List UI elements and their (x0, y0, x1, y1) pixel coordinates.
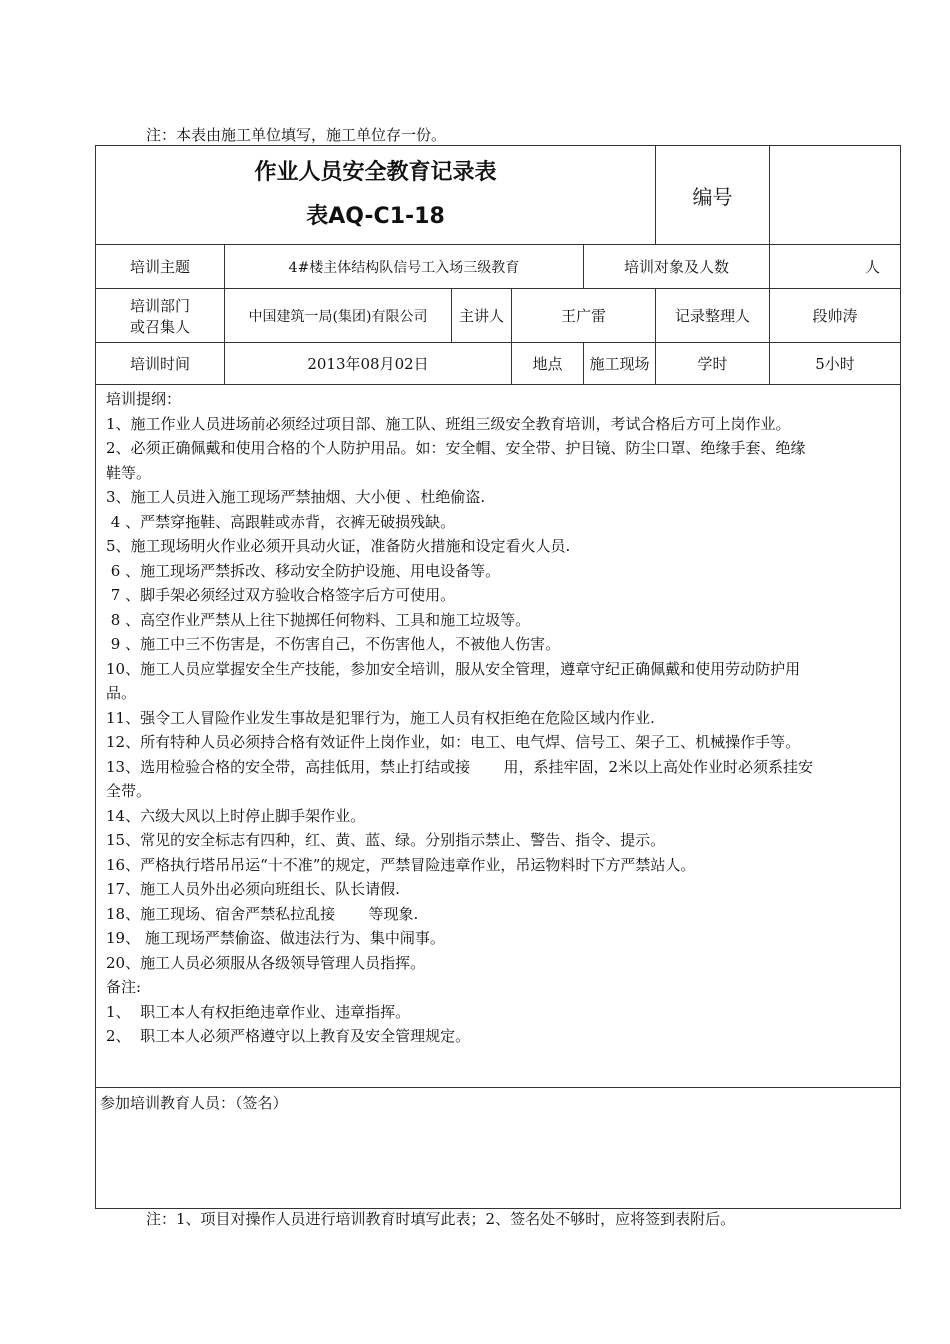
outline-line: 4 、严禁穿拖鞋、高跟鞋或赤背，衣裤无破损残缺。 (106, 512, 456, 531)
outline-line: 2、必须正确佩戴和使用合格的个人防护用品。如：安全帽、安全带、护目镜、防尘口罩、绝缘手套、绝缘 (106, 439, 806, 457)
outline-line: 8 、高空作业严禁从上往下抛掷任何物料、工具和施工垃圾等。 (106, 610, 531, 629)
outline-line: 17、施工人员外出必须向班组长、队长请假. (106, 880, 400, 898)
time-label: 培训时间 (96, 343, 225, 385)
outline-line: 13、选用检验合格的安全带，高挂低用，禁止打结或接 用，系挂牢固，2米以上高处作业时必须系挂安 (106, 757, 814, 776)
outline-line: 10、施工人员应掌握安全生产技能，参加安全培训，服从安全管理，遵章守纪正确佩戴和使用劳动防护用 (106, 659, 801, 678)
dept-label-line1: 培训部门 (129, 296, 190, 315)
outline-line: 品。 (106, 684, 137, 702)
lecturer-value[interactable]: 王广雷 (512, 289, 656, 343)
dept-label (96, 289, 225, 343)
top-note: 注：本表由施工单位填写，施工单位存一份。 (146, 126, 447, 144)
topic-label: 培训主题 (96, 245, 225, 289)
dept-label-line2: 或召集人 (129, 317, 190, 336)
remark-line: 2、 职工本人必须严格遵守以上教育及安全管理规定。 (106, 1027, 471, 1045)
signature-label: 参加培训教育人员：（签名） (100, 1094, 288, 1112)
hours-value[interactable]: 5小时 (770, 343, 901, 385)
form-title: 作业人员安全教育记录表 (254, 160, 497, 185)
recorder-value[interactable]: 段帅涛 (770, 289, 901, 343)
outline-line: 16、严格执行塔吊吊运“十不准”的规定，严禁冒险违章作业，吊运物料时下方严禁站人。 (106, 855, 696, 874)
outline-line: 20、施工人员必须服从各级领导管理人员指挥。 (106, 953, 426, 972)
number-label: 编号 (656, 146, 770, 245)
outline-line: 3、施工人员进入施工现场严禁抽烟、大小便 、杜绝偷盗. (106, 488, 486, 506)
outline-line: 培训提纲： (106, 390, 182, 408)
target-label: 培训对象及人数 (584, 245, 770, 289)
outline-line: 11、强令工人冒险作业发生事故是犯罪行为，施工人员有权拒绝在危险区域内作业. (106, 708, 655, 727)
recorder-label: 记录整理人 (656, 289, 770, 343)
hours-label: 学时 (656, 343, 770, 385)
outline-line: 鞋等。 (106, 463, 152, 482)
outline-line: 15、常见的安全标志有四种，红、黄、蓝、绿。分别指示禁止、警告、指令、提示。 (106, 831, 666, 849)
outline-line: 5、施工现场明火作业必须开具动火证，准备防火措施和设定看火人员. (106, 537, 571, 555)
bottom-note: 注：1、项目对操作人员进行培训教育时填写此表；2、签名处不够时，应将签到表附后。 (146, 1210, 736, 1228)
dept-value[interactable]: 中国建筑一局(集团)有限公司 (225, 289, 452, 343)
training-outline (96, 385, 901, 1088)
place-label: 地点 (512, 343, 584, 385)
remark-line: 1、 职工本人有权拒绝违章作业、违章指挥。 (106, 1002, 411, 1021)
outline-line: 18、施工现场、宿舍严禁私拉乱接 等现象. (106, 904, 419, 923)
form-code: 表AQ-C1-18 (306, 204, 445, 229)
education-record-table (95, 145, 901, 1209)
signature-area[interactable] (96, 1088, 901, 1209)
outline-line: 7 、脚手架必须经过双方验收合格签字后方可使用。 (106, 586, 456, 604)
remarks-heading: 备注: (106, 978, 142, 996)
outline-line: 6 、施工现场严禁拆改、移动安全防护设施、用电设备等。 (106, 561, 501, 580)
outline-line: 1、施工作业人员进场前必须经过项目部、施工队、班组三级安全教育培训，考试合格后方可上岗作业。 (106, 414, 791, 433)
outline-line: 12、所有特种人员必须持合格有效证件上岗作业，如：电工、电气焊、信号工、架子工、机械操作手等。 (106, 733, 801, 751)
place-value[interactable]: 施工现场 (584, 343, 656, 385)
number-value[interactable] (770, 146, 901, 245)
target-value[interactable]: 人 (770, 245, 901, 289)
topic-value[interactable]: 4#楼主体结构队信号工入场三级教育 (225, 245, 584, 289)
outline-line: 14、六级大风以上时停止脚手架作业。 (106, 806, 366, 825)
time-value[interactable]: 2013年08月02日 (225, 343, 512, 385)
lecturer-label: 主讲人 (452, 289, 512, 343)
outline-line: 全带。 (106, 782, 152, 800)
title-cell (96, 146, 656, 245)
outline-line: 19、 施工现场严禁偷盗、做违法行为、集中闹事。 (106, 929, 445, 947)
outline-line: 9 、施工中三不伤害是，不伤害自己，不伤害他人，不被他人伤害。 (106, 635, 561, 653)
